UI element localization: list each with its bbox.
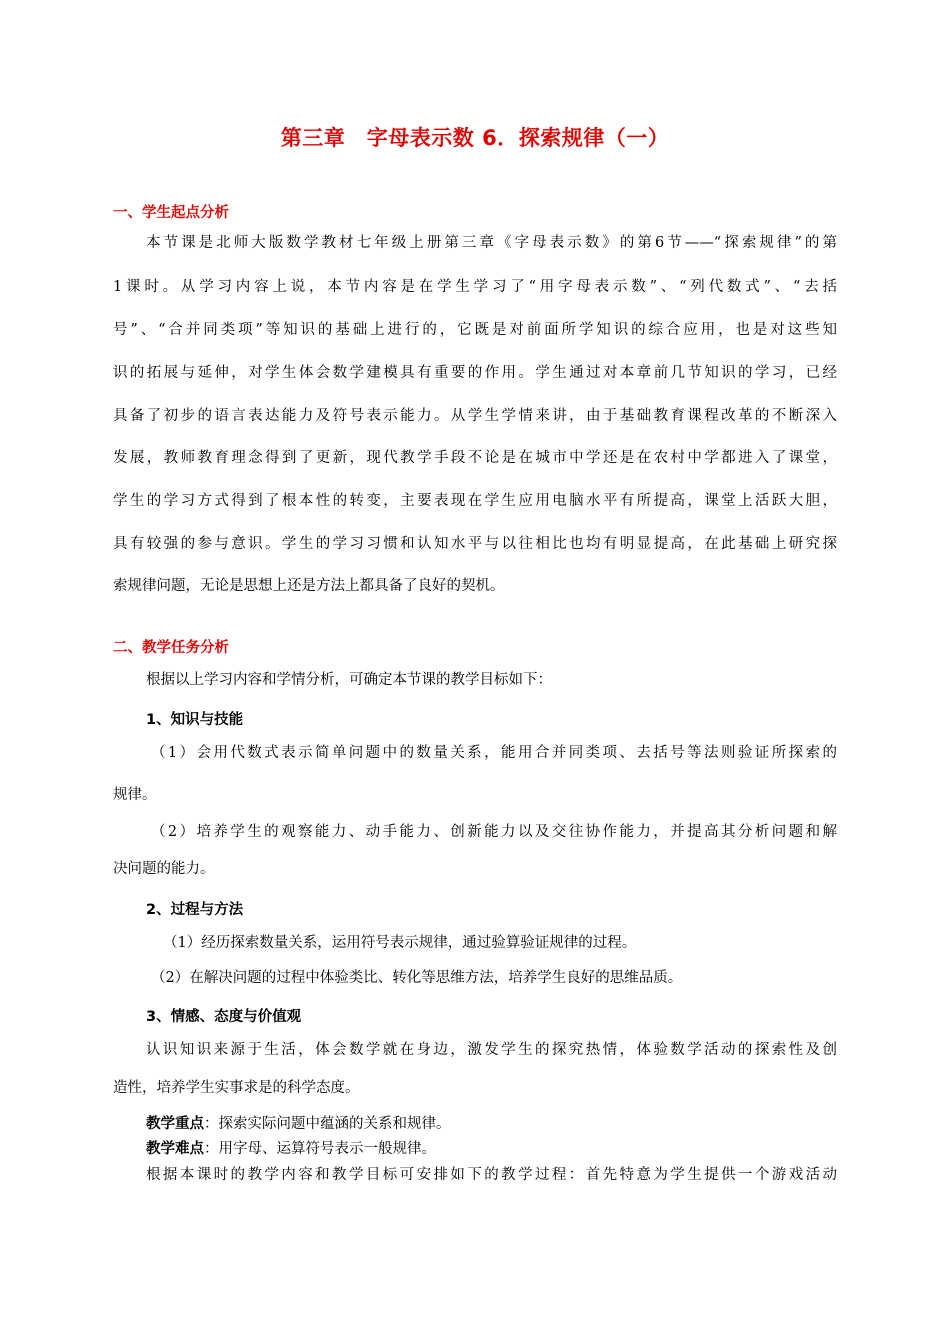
subheading-knowledge-skills: 1、知识与技能 — [146, 712, 244, 728]
paragraph-line: （2）在解决问题的过程中体验类比、转化等思维方法，培养学生良好的思维品质。 — [151, 970, 683, 986]
paragraph-line: 号”、“合并同类项”等知识的基础上进行的，它既是对前面所学知识的综合应用，也是对这些知 — [113, 322, 837, 338]
difficulty-label: 教学难点 — [146, 1141, 204, 1157]
paragraph-line: 1课时。从学习内容上说，本节内容是在学生学习了“用字母表示数”、“列代数式”、“去括 — [113, 279, 837, 295]
paragraph-line: 造性，培养学生实事求是的科学态度。 — [113, 1080, 360, 1096]
paragraph-line: 根据本课时的教学内容和教学目标可安排如下的教学过程：首先特意为学生提供一个游戏活动 — [146, 1167, 837, 1183]
paragraph-line: 规律。 — [113, 787, 157, 803]
document-title: 第三章 字母表示数 6．探索规律（一） — [280, 126, 670, 150]
paragraph-line: 决问题的能力。 — [113, 861, 215, 877]
key-point-line — [146, 1114, 837, 1134]
paragraph-line: 具有较强的参与意识。学生的学习习惯和认知水平与以往相比也均有明显提高，在此基础上研究探 — [113, 536, 837, 552]
paragraph-line: 认识知识来源于生活，体会数学就在身边，激发学生的探究热情，体验数学活动的探索性及创 — [146, 1042, 837, 1058]
paragraph-line: 发展，教师教育理念得到了更新，现代教学手段不论是在城市中学还是在农村中学都进入了课堂， — [113, 450, 837, 466]
difficulty-text: ：用字母、运算符号表示一般规律。 — [204, 1141, 436, 1157]
difficulty-line — [146, 1139, 837, 1159]
subheading-process-method: 2、过程与方法 — [146, 902, 244, 918]
key-point-text: ：探索实际问题中蕴涵的关系和规律。 — [204, 1116, 451, 1132]
paragraph-line: 本节课是北师大版数学教材七年级上册第三章《字母表示数》的第6节——“探索规律”的第 — [146, 235, 837, 251]
paragraph-line: 学生的学习方式得到了根本性的转变，主要表现在学生应用电脑水平有所提高，课堂上活跃大胆， — [113, 493, 837, 509]
paragraph-line: 根据以上学习内容和学情分析，可确定本节课的教学目标如下： — [146, 672, 552, 688]
section-heading-task-analysis: 二、教学任务分析 — [113, 640, 229, 656]
paragraph-line: 识的拓展与延伸，对学生体会数学建模具有重要的作用。学生通过对本章前几节知识的学习，已经 — [113, 365, 837, 381]
paragraph-line: （1）经历探索数量关系，运用符号表示规律，通过验算验证规律的过程。 — [163, 935, 637, 951]
paragraph-line: 具备了初步的语言表达能力及符号表示能力。从学生学情来讲，由于基础教育课程改革的不断深入 — [113, 408, 837, 424]
subheading-emotion-values: 3、情感、态度与价值观 — [146, 1009, 302, 1025]
paragraph-line: 索规律问题，无论是思想上还是方法上都具备了良好的契机。 — [113, 578, 505, 594]
section-heading-student-analysis: 一、学生起点分析 — [113, 205, 229, 221]
key-point-label: 教学重点 — [146, 1116, 204, 1132]
paragraph-line: （1）会用代数式表示简单问题中的数量关系，能用合并同类项、去括号等法则验证所探索的 — [151, 745, 837, 761]
paragraph-line: （2）培养学生的观察能力、动手能力、创新能力以及交往协作能力，并提高其分析问题和解 — [151, 824, 837, 840]
